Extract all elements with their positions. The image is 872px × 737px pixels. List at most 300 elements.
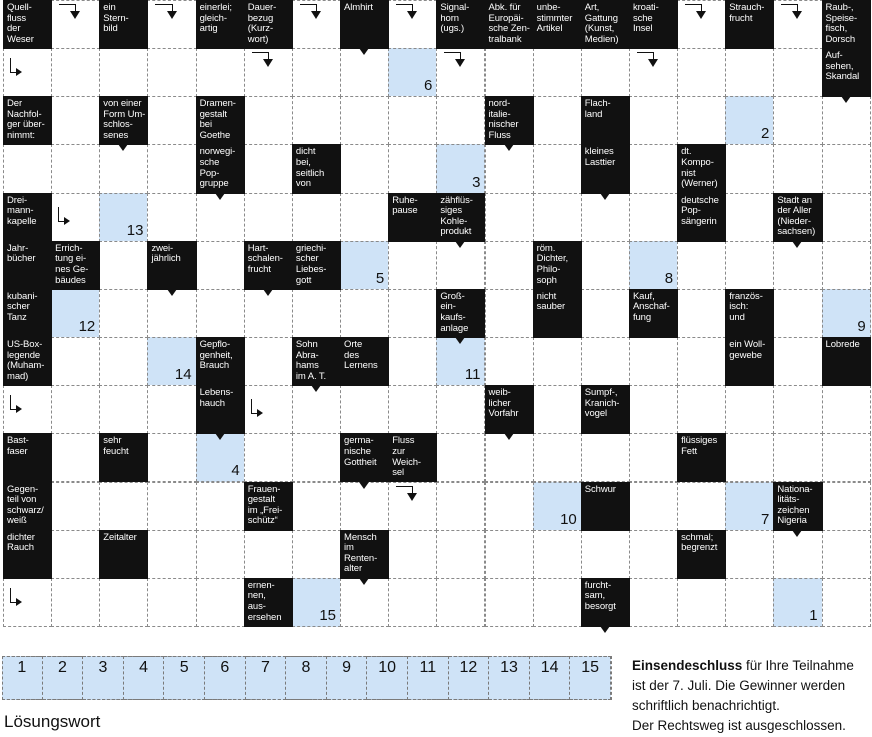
solution-index: 10 — [560, 510, 577, 528]
answer-cell[interactable] — [677, 241, 726, 290]
deadline-label: Einsendeschluss — [632, 658, 743, 673]
clue-cell — [581, 0, 630, 49]
answer-cell[interactable] — [196, 289, 245, 338]
clue-cell — [3, 0, 52, 49]
clue-cell — [388, 433, 437, 482]
solution-index: 8 — [664, 269, 674, 287]
down-arrow-icon — [311, 11, 321, 19]
solution-index: 1 — [809, 606, 818, 624]
clue-cell — [99, 530, 148, 579]
hook-arrow-icon — [251, 399, 258, 414]
answer-cell[interactable] — [292, 96, 341, 145]
solution-letter-cell[interactable] — [773, 578, 822, 627]
answer-cell[interactable] — [3, 144, 52, 193]
answer-cell[interactable] — [677, 385, 726, 434]
clue-cell — [3, 289, 52, 338]
answer-cell[interactable] — [533, 433, 582, 482]
clue-text: flüssiges Fett — [681, 435, 718, 457]
clue-cell — [388, 193, 437, 242]
clue-cell — [196, 144, 245, 193]
clue-cell — [99, 433, 148, 482]
answer-cell[interactable] — [485, 578, 534, 627]
answer-cell[interactable] — [292, 48, 341, 97]
clue-cell — [196, 96, 245, 145]
answer-cell[interactable] — [244, 337, 293, 386]
answer-cell[interactable] — [196, 530, 245, 579]
clue-text: nord- italie- nischer Fluss — [488, 98, 519, 142]
answer-cell[interactable] — [581, 241, 630, 290]
solution-index: 13 — [126, 221, 144, 239]
answer-cell[interactable] — [629, 578, 678, 627]
right-arrow-icon — [10, 395, 17, 410]
clue-pointer-icon — [504, 433, 514, 440]
answer-cell[interactable] — [292, 482, 341, 531]
clue-cell — [196, 0, 245, 49]
solution-index: 6 — [423, 77, 433, 95]
clue-cell — [485, 0, 534, 49]
solution-box-number: 4 — [139, 659, 149, 676]
answer-cell[interactable] — [773, 144, 822, 193]
answer-cell[interactable] — [773, 530, 822, 579]
solution-box-number: 14 — [540, 659, 559, 676]
answer-cell[interactable] — [340, 289, 389, 338]
clue-text: Fluss zur Weich- sel — [392, 435, 421, 479]
clue-text: Groß- ein- kaufs- anlage — [440, 290, 469, 334]
answer-cell[interactable] — [340, 385, 389, 434]
answer-cell[interactable] — [533, 48, 582, 97]
clue-text: unbe- stimmter Artikel — [536, 2, 573, 35]
down-arrow-icon — [407, 11, 417, 19]
answer-cell[interactable] — [292, 530, 341, 579]
answer-cell[interactable] — [629, 337, 678, 386]
clue-cell — [99, 0, 148, 49]
answer-cell[interactable] — [581, 337, 630, 386]
answer-cell[interactable] — [147, 578, 196, 627]
clue-text: Errich- tung ei- nes Ge- bäudes — [55, 242, 89, 286]
clue-text: Art, Gattung (Kunst, Medien) — [584, 2, 619, 45]
answer-cell[interactable] — [629, 530, 678, 579]
solution-letter-cell[interactable] — [629, 241, 678, 290]
info-text — [632, 656, 870, 736]
answer-cell[interactable] — [292, 385, 341, 434]
answer-cell[interactable] — [773, 96, 822, 145]
clue-pointer-icon — [167, 289, 177, 296]
answer-cell[interactable] — [51, 385, 100, 434]
clue-pointer-icon — [311, 385, 321, 392]
answer-cell[interactable] — [822, 482, 871, 531]
answer-cell[interactable] — [244, 96, 293, 145]
answer-cell[interactable] — [725, 578, 774, 627]
answer-cell[interactable] — [99, 289, 148, 338]
clue-cell — [292, 337, 341, 386]
solution-index: 4 — [231, 462, 240, 480]
answer-cell[interactable] — [147, 530, 196, 579]
answer-cell[interactable] — [147, 289, 196, 338]
solution-letter-cell[interactable] — [533, 482, 582, 531]
clue-text: einerlei; gleich- artig — [199, 2, 232, 35]
answer-cell[interactable] — [773, 385, 822, 434]
answer-cell[interactable] — [51, 433, 100, 482]
answer-cell[interactable] — [485, 241, 534, 290]
clue-pointer-icon — [792, 241, 802, 248]
answer-cell[interactable] — [436, 385, 485, 434]
clue-cell — [292, 144, 341, 193]
clue-text: Sohn Abra- hams im A. T. — [295, 339, 327, 382]
answer-cell[interactable] — [244, 289, 293, 338]
clue-cell — [51, 241, 100, 290]
clue-cell — [99, 96, 148, 145]
clue-cell — [3, 96, 52, 145]
answer-cell[interactable] — [147, 482, 196, 531]
answer-cell[interactable] — [533, 385, 582, 434]
answer-cell[interactable] — [147, 433, 196, 482]
answer-cell[interactable] — [388, 241, 437, 290]
answer-cell[interactable] — [629, 144, 678, 193]
clue-cell — [3, 433, 52, 482]
answer-cell[interactable] — [436, 96, 485, 145]
clue-text: deutsche Pop- sängerin — [681, 194, 719, 227]
answer-cell[interactable] — [725, 433, 774, 482]
answer-cell[interactable] — [822, 241, 871, 290]
clue-text: Lobrede — [825, 339, 860, 351]
answer-cell[interactable] — [147, 193, 196, 242]
answer-cell[interactable] — [340, 482, 389, 531]
answer-cell[interactable] — [340, 48, 389, 97]
answer-cell[interactable] — [773, 48, 822, 97]
answer-cell[interactable] — [822, 193, 871, 242]
clue-cell — [822, 0, 871, 49]
clue-text: Quell- fluss der Weser — [7, 2, 34, 45]
down-arrow-icon — [696, 11, 706, 19]
answer-cell[interactable] — [725, 241, 774, 290]
clue-text: französ- isch: und — [729, 290, 763, 324]
clue-cell — [436, 289, 485, 338]
solution-box-number: 1 — [17, 659, 27, 676]
hook-arrow-icon — [58, 207, 65, 222]
answer-cell[interactable] — [725, 530, 774, 579]
answer-cell[interactable] — [51, 337, 100, 386]
clue-cell — [677, 144, 726, 193]
clue-cell — [196, 337, 245, 386]
clue-text: sehr feucht — [103, 435, 129, 457]
clue-cell — [3, 337, 52, 386]
clue-text: Drei- mann- kapelle — [7, 194, 37, 227]
clue-cell — [340, 0, 389, 49]
answer-cell[interactable] — [244, 144, 293, 193]
answer-cell[interactable] — [677, 289, 726, 338]
clue-text: röm. Dichter, Philo- soph — [536, 242, 569, 286]
answer-cell[interactable] — [822, 530, 871, 579]
answer-cell[interactable] — [51, 144, 100, 193]
clue-pointer-icon — [504, 144, 514, 151]
clue-text: dicht bei, seitlich von — [295, 146, 325, 190]
crossword-grid — [3, 0, 869, 626]
clue-text: Auf- sehen, Skandal — [825, 50, 860, 83]
answer-cell[interactable] — [485, 289, 534, 338]
clue-cell — [822, 337, 871, 386]
clue-cell — [244, 0, 293, 49]
solution-index: 2 — [761, 125, 770, 143]
answer-cell[interactable] — [340, 578, 389, 627]
answer-cell[interactable] — [388, 578, 437, 627]
answer-cell[interactable] — [677, 578, 726, 627]
clue-cell — [196, 385, 245, 434]
clue-pointer-icon — [118, 144, 128, 151]
clue-text: Orte des Lernens — [344, 339, 378, 372]
solution-index: 9 — [857, 318, 866, 336]
answer-cell[interactable] — [822, 144, 871, 193]
answer-cell[interactable] — [51, 530, 100, 579]
clue-pointer-icon — [455, 241, 465, 248]
answer-cell[interactable] — [822, 433, 871, 482]
answer-cell[interactable] — [147, 48, 196, 97]
answer-cell[interactable] — [677, 48, 726, 97]
answer-cell[interactable] — [388, 530, 437, 579]
answer-cell[interactable] — [196, 48, 245, 97]
clue-text: Bast- faser — [7, 435, 29, 457]
solution-box-number: 15 — [581, 659, 600, 676]
answer-cell[interactable] — [51, 96, 100, 145]
answer-cell[interactable] — [147, 385, 196, 434]
solution-label: Lösungswort — [4, 712, 101, 731]
solution-letter-cell[interactable] — [822, 289, 871, 338]
answer-cell[interactable] — [773, 241, 822, 290]
clue-text: germa- nische Gottheit — [344, 435, 377, 468]
clue-text: Flach- land — [584, 98, 611, 120]
clue-cell — [822, 48, 871, 97]
clue-pointer-icon — [215, 433, 225, 440]
answer-cell[interactable] — [340, 144, 389, 193]
answer-cell[interactable] — [99, 241, 148, 290]
answer-cell[interactable] — [292, 289, 341, 338]
solution-box-number: 5 — [179, 659, 189, 676]
answer-cell[interactable] — [51, 578, 100, 627]
answer-cell[interactable] — [533, 144, 582, 193]
solution-box-number: 13 — [500, 659, 518, 676]
solution-letter-cell[interactable] — [99, 193, 148, 242]
clue-text: Strauch- frucht — [729, 2, 765, 24]
solution-box-number: 10 — [378, 659, 397, 676]
clue-text: kleines Lasttier — [584, 146, 616, 169]
solution-letter-cell[interactable] — [725, 96, 774, 145]
solution-letter-cell[interactable] — [51, 289, 100, 338]
info-line1: für Ihre Teilnahme — [742, 658, 854, 673]
answer-cell[interactable] — [292, 433, 341, 482]
answer-cell[interactable] — [99, 144, 148, 193]
answer-cell[interactable] — [147, 144, 196, 193]
answer-cell[interactable] — [629, 433, 678, 482]
info-line2: ist der 7. Juli. Die Gewinner werden — [632, 678, 846, 693]
answer-cell[interactable] — [629, 385, 678, 434]
answer-cell[interactable] — [436, 482, 485, 531]
answer-cell[interactable] — [51, 48, 100, 97]
down-arrow-icon — [70, 11, 80, 19]
answer-cell[interactable] — [677, 96, 726, 145]
answer-cell[interactable] — [725, 385, 774, 434]
clue-text: Sumpf-, Kranich- vogel — [584, 387, 620, 420]
answer-cell[interactable] — [485, 433, 534, 482]
answer-cell[interactable] — [99, 385, 148, 434]
answer-cell[interactable] — [581, 289, 630, 338]
clue-text: Lebens- hauch — [199, 387, 234, 409]
answer-cell[interactable] — [244, 193, 293, 242]
clue-text: nicht sauber — [536, 290, 566, 313]
clue-pointer-icon — [792, 530, 802, 537]
clue-cell — [677, 433, 726, 482]
clue-cell — [725, 0, 774, 49]
answer-cell[interactable] — [581, 433, 630, 482]
clue-text: Kauf, Anschaf- fung — [632, 290, 670, 324]
clue-cell — [3, 482, 52, 531]
answer-cell[interactable] — [629, 482, 678, 531]
answer-cell[interactable] — [485, 48, 534, 97]
answer-cell[interactable] — [51, 482, 100, 531]
clue-text: Signal- horn (ugs.) — [440, 2, 470, 35]
solution-letter-cell[interactable] — [340, 241, 389, 290]
answer-cell[interactable] — [629, 96, 678, 145]
clue-pointer-icon — [841, 96, 851, 103]
down-arrow-icon — [167, 11, 177, 19]
solution-box-number: 11 — [419, 659, 437, 676]
right-arrow-icon — [10, 58, 17, 73]
clue-cell — [244, 578, 293, 627]
down-arrow-icon — [455, 59, 465, 67]
answer-cell[interactable] — [388, 289, 437, 338]
answer-cell[interactable] — [388, 337, 437, 386]
clue-pointer-icon — [600, 626, 610, 633]
answer-cell[interactable] — [147, 96, 196, 145]
answer-cell[interactable] — [436, 530, 485, 579]
answer-cell[interactable] — [436, 578, 485, 627]
answer-cell[interactable] — [581, 193, 630, 242]
clue-cell — [533, 289, 582, 338]
answer-cell[interactable] — [581, 48, 630, 97]
clue-cell — [244, 241, 293, 290]
clue-text: Abk. für Europäi- sche Zen- tralbank — [488, 2, 530, 45]
clue-cell — [533, 241, 582, 290]
answer-cell[interactable] — [436, 241, 485, 290]
clue-text: Gegen- teil von schwarz/ weiß — [7, 483, 44, 527]
clue-text: Frauen- gestalt im „Frei- schütz“ — [247, 483, 283, 527]
clue-text: Dramen- gestalt bei Goethe — [199, 98, 236, 142]
answer-cell[interactable] — [773, 337, 822, 386]
answer-cell[interactable] — [581, 530, 630, 579]
clue-text: zähflüs- siges Kohle- produkt — [440, 194, 473, 238]
clue-cell — [340, 530, 389, 579]
solution-letter-cell[interactable] — [436, 144, 485, 193]
solution-box-number: 8 — [301, 659, 311, 676]
clue-cell — [581, 578, 630, 627]
answer-cell[interactable] — [99, 578, 148, 627]
answer-cell[interactable] — [292, 193, 341, 242]
clue-cell — [436, 0, 485, 49]
solution-box-number: 12 — [459, 659, 478, 676]
answer-cell[interactable] — [196, 578, 245, 627]
answer-cell[interactable] — [99, 482, 148, 531]
answer-cell[interactable] — [388, 385, 437, 434]
solution-index: 14 — [174, 366, 192, 384]
answer-cell[interactable] — [99, 48, 148, 97]
solution-index: 15 — [319, 606, 337, 624]
solution-index: 3 — [472, 173, 481, 191]
answer-cell[interactable] — [485, 482, 534, 531]
answer-cell[interactable] — [725, 193, 774, 242]
solution-letter-cell[interactable] — [436, 337, 485, 386]
clue-text: Schwur — [584, 483, 616, 495]
answer-cell[interactable] — [629, 193, 678, 242]
answer-cell[interactable] — [822, 96, 871, 145]
answer-cell[interactable] — [533, 96, 582, 145]
answer-cell[interactable] — [822, 385, 871, 434]
clue-text: weib- licher Vorfahr — [488, 387, 519, 420]
solution-letter-cell[interactable] — [147, 337, 196, 386]
clue-cell — [292, 241, 341, 290]
clue-cell — [725, 337, 774, 386]
clue-cell — [677, 530, 726, 579]
solution-letter-cell[interactable] — [725, 482, 774, 531]
clue-text: Raub-, Speise- fisch, Dorsch — [825, 2, 858, 45]
clue-text: Gepflo- genheit, Brauch — [199, 339, 233, 372]
clue-text: kubani- scher Tanz — [7, 290, 38, 324]
answer-cell[interactable] — [436, 433, 485, 482]
answer-cell[interactable] — [533, 337, 582, 386]
clue-cell — [773, 482, 822, 531]
clue-text: zwei- jährlich — [151, 242, 181, 265]
clue-text: ein Woll- gewebe — [729, 339, 766, 361]
solution-letter-cell[interactable] — [292, 578, 341, 627]
clue-text: furcht- sam, besorgt — [584, 579, 616, 612]
answer-cell[interactable] — [485, 530, 534, 579]
answer-cell[interactable] — [773, 433, 822, 482]
answer-cell[interactable] — [485, 337, 534, 386]
answer-cell[interactable] — [533, 578, 582, 627]
answer-cell[interactable] — [485, 144, 534, 193]
down-arrow-icon — [407, 493, 417, 501]
clue-text: Der Nachfol- ger über- nimmt: — [7, 98, 45, 142]
answer-cell[interactable] — [533, 530, 582, 579]
answer-cell[interactable] — [196, 482, 245, 531]
clue-cell — [581, 144, 630, 193]
clue-text: kroati- sche Insel — [632, 2, 659, 35]
solution-box-number: 2 — [57, 659, 67, 676]
answer-cell[interactable] — [244, 433, 293, 482]
solution-frame — [2, 656, 612, 700]
answer-cell[interactable] — [340, 96, 389, 145]
solution-letter-cell[interactable] — [388, 48, 437, 97]
answer-cell[interactable] — [196, 193, 245, 242]
answer-cell[interactable] — [533, 193, 582, 242]
answer-cell[interactable] — [388, 96, 437, 145]
answer-cell[interactable] — [244, 530, 293, 579]
answer-cell[interactable] — [725, 144, 774, 193]
answer-cell[interactable] — [677, 482, 726, 531]
clue-pointer-icon — [359, 48, 369, 55]
answer-cell[interactable] — [99, 337, 148, 386]
clue-text: US-Box- legende (Muham- mad) — [7, 339, 45, 382]
answer-cell[interactable] — [340, 193, 389, 242]
solution-letter-cell[interactable] — [196, 433, 245, 482]
answer-cell[interactable] — [677, 337, 726, 386]
answer-cell[interactable] — [725, 48, 774, 97]
answer-cell[interactable] — [822, 578, 871, 627]
clue-text: Zeitalter — [103, 531, 137, 543]
solution-box-number: 7 — [260, 659, 270, 676]
answer-cell[interactable] — [196, 241, 245, 290]
answer-cell[interactable] — [773, 289, 822, 338]
answer-cell[interactable] — [485, 193, 534, 242]
info-line3: schriftlich benachrichtigt. — [632, 698, 780, 713]
answer-cell[interactable] — [388, 144, 437, 193]
